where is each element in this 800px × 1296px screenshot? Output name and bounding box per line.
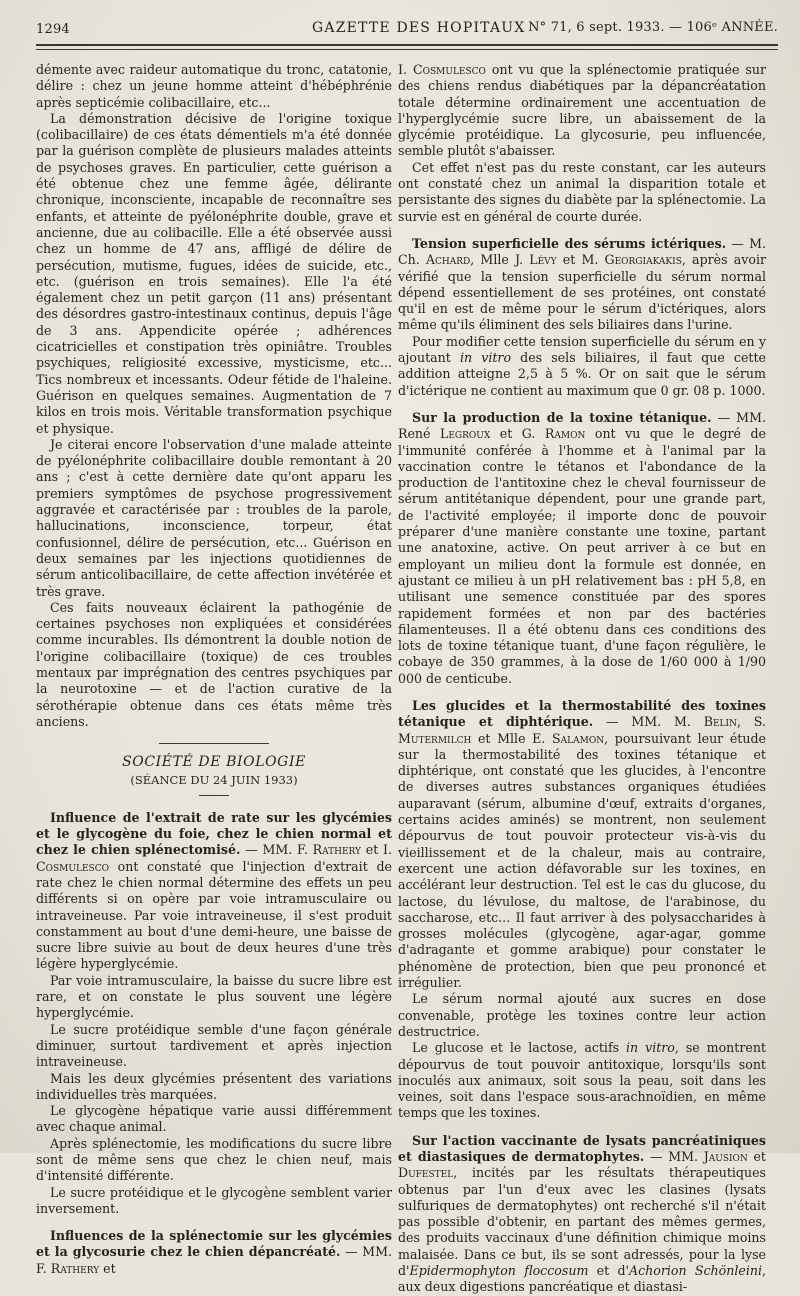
left-column [36,62,392,1276]
author-name: Dufestel [398,1165,454,1181]
paragraph: Cet effet n'est pas du reste constant, car les auteurs ont constaté chez un animal la disparition totale et persistante des signes du diabète par la splénectomie. La survie est en général de courte durée. [398,159,766,224]
paragraph: Je citerai encore l'observation d'une malade atteinte de pyélonéphrite colibacillaire double remontant à 20 ans ; c'est à cette dernière date qu'ont apparu les premiers symptômes de psychose progressivement aggravée et caractérisée par : troubles de la parole, hallucinations, inconscience, torpeur, état confusionnel, délire de persécution, etc... Guérison en deux semaines par les injections quotidiennes de sérum anticolibacillaire, de cette affection invétérée et très grave. [36,436,392,599]
paragraph: Le glucose et le lactose, actifs in vitro, se montrent dépourvus de tout pouvoir antitoxique, lorsqu'ils sont inoculés aux animaux, soit sous la peau, soit dans les veines, soit dans l'espace sous-arachnoïdien, en même temps que les toxines. [398,1040,766,1121]
author-name: Legroux [440,426,491,442]
communication-title: Influences de la splénectomie sur les glycémies et la glycosurie chez le chien dépancréaté. [36,1228,392,1260]
paragraph: Le glycogène hépatique varie aussi différemment avec chaque animal. [36,1103,392,1135]
issue-info: N° 71, 6 sept. 1933. — 106ᵉ ANNÉE. [528,20,778,35]
author-name: Mutermilch [398,730,472,746]
communication-paragraph: Influence de l'extrait de rate sur les glycémies et le glycogène du foie, chez le chien normal et chez le chien splénectomisé. — MM. F. Rathery et I. Cosmulesco ont constaté que l'injection d'extrait de rate chez le chien normal détermine des effets un peu différents si on opère par voie intramusculaire ou intraveineuse. Par voie intraveineuse, il s'est produit constamment au bout d'une demi-heure, une baisse de sucre libre suivie au bout de deux heures d'une très légère hyperglycémie. [36,809,392,972]
right-column [398,62,767,1295]
paragraph: Par voie intramusculaire, la baisse du sucre libre est rare, et on constate le plus souvent une légère hyperglycémie. [36,972,392,1021]
communication-title: Sur l'action vaccinante de lysats pancréatiniques et diastasiques de dermatophytes. [398,1132,766,1164]
paragraph: Le sérum normal ajouté aux sucres en dose convenable, protège les toxines contre leur action destructrice. [398,991,766,1039]
communication-title: Influence de l'extrait de rate sur les glycémies et le glycogène du foie, chez le chien normal et chez le chien splénectomisé. [36,809,392,858]
communication-paragraph: Tension superficielle des sérums ictériques. — M. Ch. Achard, Mlle J. Lévy et M. Georgiakakis, après avoir vérifié que la tension superficielle du sérum normal dépend essentiellement de ses protéines, ont constaté qu'il en est de même pour le sérum d'ictériques, alors même qu'ils éliminent des sels biliaires dans l'urine. [398,235,766,333]
paragraph: Le sucre protéidique et le glycogène semblent varier inversement. [36,1184,392,1216]
author-name: Rathery [50,1260,100,1276]
communication-title: Sur la production de la toxine tétanique. [412,409,712,425]
communication-paragraph: Influences de la splénectomie sur les glycémies et la glycosurie chez le chien dépancréaté. — MM. F. Rathery et [36,1228,392,1276]
author-name: Salamon [552,730,605,746]
communication-paragraph: Sur la production de la toxine tétanique. — MM. René Legroux et G. Ramon ont vu que le degré de l'immunité conférée à l'homme et à l'animal par la vaccination contre le tétanos et l'abondance de la production de l'antitoxine chez le cheval fournisseur de sérum antitétanique dépendent, pour une grande part, de l'activité employée; il importe donc de pouvoir préparer d'une manière constante une toxine, partant une anatoxine, active. On peut arriver à ce but en employant un milieu dont la formule est donnée, en ajustant ce milieu à un pH relativement bas : pH 5,8, en utilisant une semence constituée par des spores rapidement formées et non par des bactéries filamenteuses. Il a été obtenu dans ces conditions des lots de toxine tétanique tuant, d'une façon régulière, le cobaye de 350 grammes, à la dose de 1/60 000 à 1/90 000 de centicube. [398,409,766,686]
paragraph: démente avec raideur automatique du tronc, catatonie, délire : chez un jeune homme atteint d'hébéphrénie après septicémie colibacillaire, etc... [36,62,392,110]
running-header [36,18,778,42]
author-name: Rathery [312,842,361,858]
author-name: Belin [703,714,737,730]
page-number: 1294 [36,22,70,37]
author-name: Achard [425,252,471,268]
society-heading: SOCIÉTÉ DE BIOLOGIE [122,754,306,771]
short-rule [199,795,229,796]
author-name: I. Cosmulesco [398,62,486,77]
author-name: Cosmulesco [36,858,109,874]
header-rule-thin [36,49,778,50]
paragraph: Le sucre protéidique semble d'une façon générale diminuer, surtout tardivement et après injection intraveineuse. [36,1021,392,1070]
author-name: Jausion [703,1149,748,1164]
section-separator [159,743,269,744]
communication-title: Les glucides et la thermostabilité des toxines tétanique et diphtérique. [398,697,766,730]
paragraph: Ces faits nouveaux éclairent la pathogénie de certaines psychoses non expliquées et considérées comme incurables. Ils démontrent la double notion de l'origine colibacillaire (toxique) de ces troubles mentaux par imprégnation des centres psychiques par la neurotoxine — et de l'action curative de la sérothérapie obtenue dans ces états même très anciens. [36,599,392,729]
session-date: (SÉANCE DU 24 JUIN 1933) [130,773,298,788]
paragraph: La démonstration décisive de l'origine toxique (colibacillaire) de ces états démentiels m'a été donnée par la guérison complète de plusieurs malades atteints de psychoses graves. En particulier, cette guérison a été obtenue chez une femme âgée, délirante chronique, inconsciente, incapable de reconnaître ses enfants, et atteinte de pyélonéphrite double, grave et ancienne, due au colibacille. Elle a été observée aussi chez un homme de 47 ans, affligé de délire de persécution, mutisme, fugues, idées de suicide, etc., etc. (guérison en trois semaines). Elle l'a été également chez un petit garçon (11 ans) présentant des désordres gastro-intestinaux continus, depuis l'âge de 3 ans. Appendicite opérée ; adhérences cicatricielles et constipation très opiniâtre. Troubles psychiques, religiosité excessive, mysticisme, etc... Tics nombreux et incessants. Odeur fétide de l'haleine. Guérison en quelques semaines. Augmentation de 7 kilos en trois mois. Véritable transformation psychique et physique. [36,110,392,436]
communication-title: Tension superficielle des sérums ictériques. [412,235,727,251]
author-name: Lévy [529,252,557,268]
communication-paragraph: I. Cosmulesco ont vu que la splénectomie pratiquée sur des chiens rendus diabétiques par la dépancréatation totale détermine ordinairement une accentuation de l'hyperglycémie sucre libre, un abaissement de la glycémie protéidique. La glycosurie, peu influencée, semble plutôt s'abaisser. [398,62,766,159]
communication-paragraph: Les glucides et la thermostabilité des toxines tétanique et diphtérique. — MM. M. Belin, S. Mutermilch et Mlle E. Salamon, poursuivant leur étude sur la thermostabilité des toxines tétanique et diphtérique, ont constaté que les glucides, à l'encontre de diverses autres substances organiques étudiées auparavant (sérum, albumine d'œuf, extraits d'organes, certains acides aminés) se montrent, non seulement dépourvus de tout pouvoir protecteur vis-à-vis du vieillissement et de la chaleur, mais au contraire, exercent une action défavorable sur les toxines, en accélérant leur destruction. Tel est le cas du glucose, du lactose, du lévulose, du maltose, de l'arabinose, du saccharose, etc... Il faut arriver à des polysaccharides à grosses molécules (glycogène, agar-agar, gomme d'adragante et gomme arabique) pour constater le phénomène de protection, bien que peu prononcé et irrégulier. [398,697,766,991]
paragraph: Pour modifier cette tension superficielle du sérum en y ajoutant in vitro des sels biliaires, il faut que cette addition atteigne 2,5 à 5 %. Or on sait que le sérum d'ictérique ne contient au maximum que 0 gr. 08 p. 1000. [398,333,766,398]
paragraph: Après splénectomie, les modifications du sucre libre sont de même sens que chez le chien neuf, mais d'intensité différente. [36,1135,392,1184]
communication-paragraph: Sur l'action vaccinante de lysats pancréatiniques et diastasiques de dermatophytes. — MM. Jausion et Dufestel, incités par les résultats thérapeutiques obtenus par l'un d'eux avec les clasines (lysats sulfuriques de dermatophytes) ont recherché s'il n'était pas possible d'obtenir, en partant des mêmes germes, des produits vaccinaux d'une définition chimique moins malaisée. Dans ce but, ils se sont adressés, pour la lyse d'Epidermophyton floccosum et d'Achorion Schönleini, aux deux digestions pancréatique et diastasi- [398,1132,767,1295]
author-name: Ramon [544,426,586,442]
author-name: Georgiakakis [604,252,682,268]
journal-title: GAZETTE DES HOPITAUX [312,20,526,36]
header-rule-thick [36,44,778,46]
paragraph: Mais les deux glycémies présentent des variations individuelles très marquées. [36,1070,392,1102]
